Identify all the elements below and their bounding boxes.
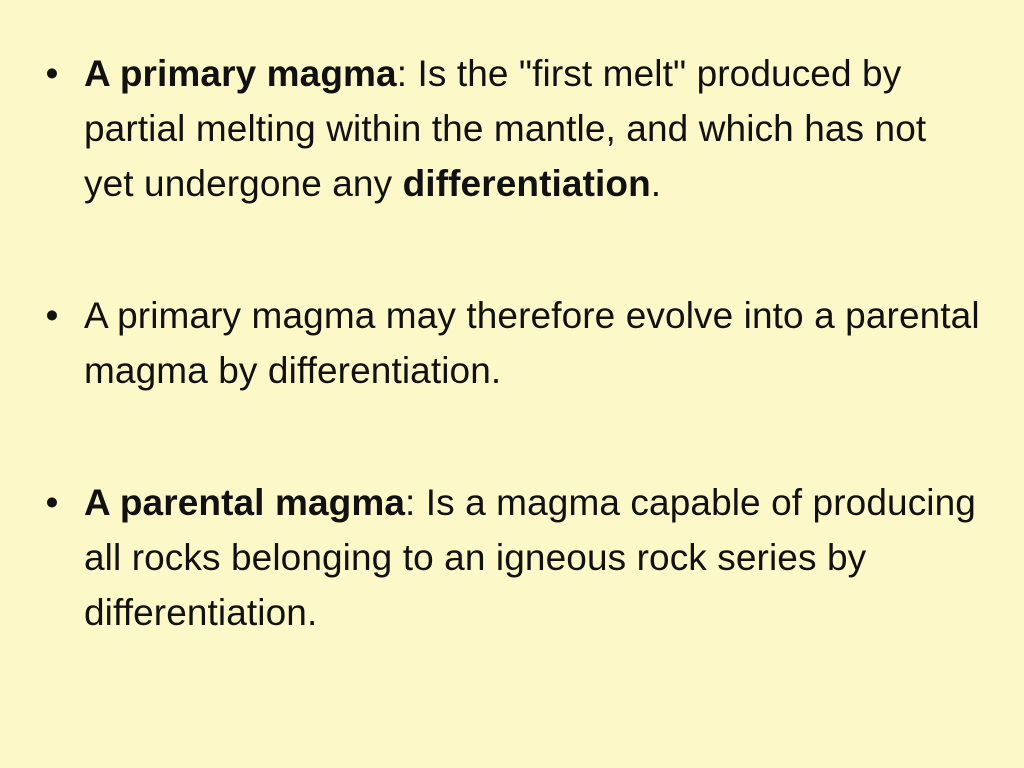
term-parental-magma: A parental magma [84,482,405,523]
bullet-marker: • [45,53,59,94]
primary-magma-definition-text: : Is the "first melt" produced by partial melting within the mantle, and which has not yet undergone any [84,53,927,204]
term-primary-magma: A primary magma [84,53,397,94]
parental-magma-definition-text: : Is a magma capable of producing all rocks belonging to an igneous rock series by differentiation. [84,482,976,633]
bullet-marker: • [45,295,59,336]
bullet-marker: • [45,482,59,523]
bullet-list [40,46,980,640]
bullet-primary-magma-definition [40,46,980,211]
primary-to-parental-text: A primary magma may therefore evolve into a parental magma by differentiation. [84,295,980,391]
bullet-primary-to-parental [40,288,980,398]
sentence-period: . [650,163,662,204]
term-differentiation: differentiation [402,163,651,204]
bullet-parental-magma-definition [40,475,980,640]
